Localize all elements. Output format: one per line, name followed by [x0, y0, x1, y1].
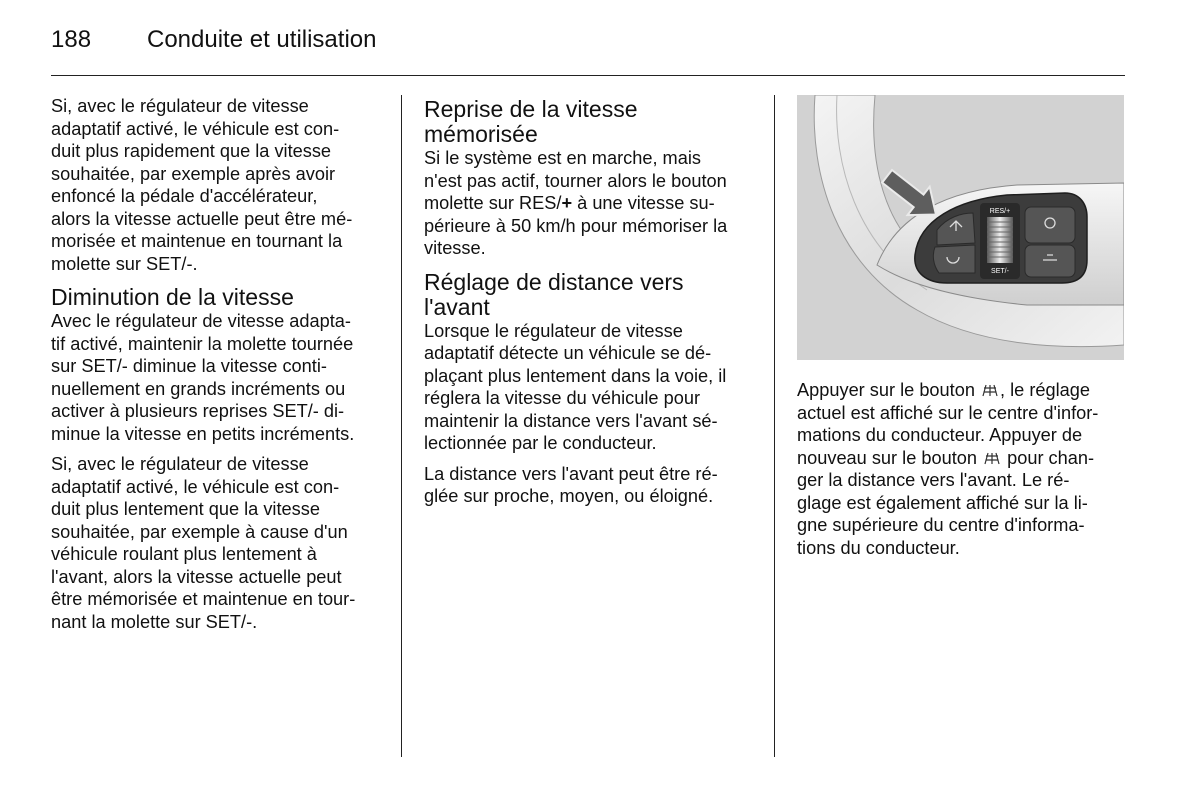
- section-heading: Reprise de la vitesse mémorisée: [424, 96, 638, 147]
- section-heading: Réglage de distance vers l'avant: [424, 268, 684, 320]
- column-divider-1: [401, 95, 402, 757]
- paragraph: Lorsque le régulateur de vitesse adaptatif détecte un véhicule se dé‐ plaçant plus lentement dans la voie, il réglera la vitesse du véhicule pour maintenir la distance vers l'avant sé‐ lectionnée par le conducteur.: [424, 320, 727, 453]
- page-title: Conduite et utilisation: [147, 26, 377, 53]
- header-rule: [51, 75, 1125, 76]
- steering-wheel-icon: [797, 95, 1124, 360]
- column-2: [424, 97, 727, 516]
- page-number: 188: [51, 26, 92, 53]
- steering-wheel-illustration: [797, 95, 1124, 360]
- section-heading: Diminution de la vitesse: [51, 284, 294, 310]
- paragraph: Avec le régulateur de vitesse adapta‐ tif activé, maintenir la molette tournée sur SET/- diminue la vitesse conti‐ nuellement en grands incréments ou activer à plusieurs reprises SET/- di‐ minue la vitesse en petits incréments.: [51, 311, 355, 444]
- page-header: [51, 26, 376, 54]
- svg-text:SET/-: SET/-: [991, 268, 1009, 275]
- paragraph: La distance vers l'avant peut être ré‐ glée sur proche, moyen, ou éloigné.: [424, 463, 718, 506]
- paragraph: Si, avec le régulateur de vitesse adaptatif activé, le véhicule est con‐ duit plus lentement que la vitesse souhaitée, par exemple à cause d'un véhicule roulant plus lentement à l'avant, alors la vitesse actuelle peut être mémorisée et maintenue en tour‐ nant la molette sur SET/-.: [51, 454, 356, 632]
- paragraph: Si, avec le régulateur de vitesse adaptatif activé, le véhicule est con‐ duit plus rapidement que la vitesse souhaitée, par exemple après avoir enfoncé la pédale d'accélérateur, alors la vitesse actuelle peut être mé‐ morisée et maintenue en tournant la molette sur SET/-.: [51, 96, 353, 274]
- column-3: [797, 379, 1098, 567]
- distance-setting-icon: [980, 382, 1000, 398]
- paragraph: Appuyer sur le bouton , le réglage actuel est affiché sur le centre d'infor‐ mations du conducteur. Appuyer de nouveau sur le bouton pour chan‐ ger la distance vers l'avant. Le ré‐ glage est également affiché sur la li‐ gne supérieure du centre d'informa‐ tions du conducteur.: [797, 380, 1099, 558]
- distance-setting-icon: [982, 450, 1002, 466]
- column-1: [51, 95, 355, 641]
- svg-text:RES/+: RES/+: [989, 208, 1011, 215]
- paragraph: Si le système est en marche, mais n'est pas actif, tourner alors le bouton molette sur RES/+ à une vitesse su‐ périeure à 50 km/h pour mémoriser la vitesse.: [424, 148, 728, 258]
- column-divider-2: [774, 95, 775, 757]
